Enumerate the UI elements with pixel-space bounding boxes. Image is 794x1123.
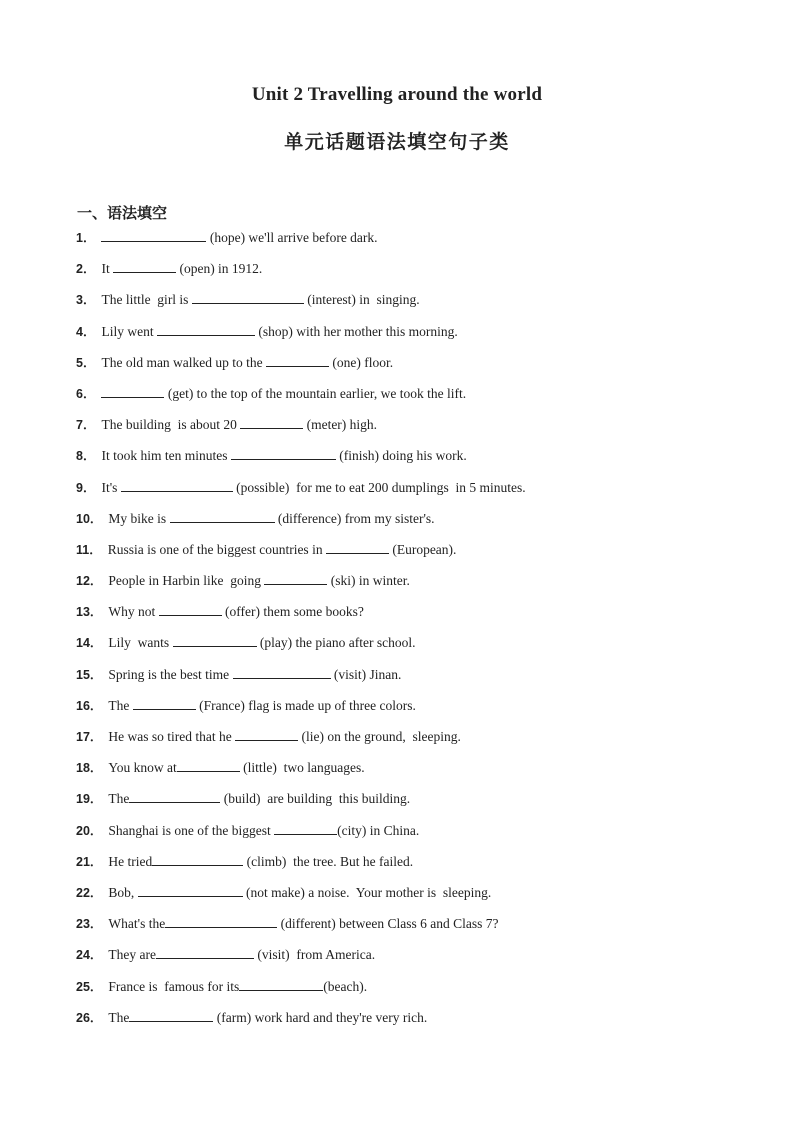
question-number: 24． [76,948,103,963]
question-number: 19． [76,792,103,807]
question-text-after: (open) in 1912. [176,261,263,277]
page-subtitle: 单元话题语法填空句子类 [284,131,510,153]
question-text-before: You know at [108,760,177,776]
question-text-after: (shop) with her mother this morning. [254,323,458,339]
question-text-after: (visit) from America. [254,947,376,963]
question-text-after: (little) two languages. [239,760,365,776]
question-item [76,228,766,259]
answer-blank[interactable] [152,852,243,866]
question-text-before: The little girl is [101,292,192,308]
question-number: 18． [76,761,103,776]
question-item [76,290,766,321]
question-text-after: (lie) on the ground, sleeping. [298,729,461,744]
question-number: 13． [76,605,103,620]
question-text-after: (get) to the top of the mountain earlier, we took the lift. [164,385,467,401]
question-text-after: (city) in China. [337,822,420,838]
answer-blank[interactable] [129,789,220,803]
question-item [76,821,766,852]
question-text-after: (one) floor. [329,354,394,370]
question-text-after: (visit) Jinan. [330,666,402,682]
question-text-after: (meter) high. [303,417,378,433]
question-text-before: They are [108,947,156,963]
question-text-after: (build) are building this building. [220,791,411,807]
question-item [76,696,766,727]
question-number: 21． [76,854,103,869]
question-item [76,322,766,353]
question-text-after: (hope) we'll arrive before dark. [206,230,378,245]
question-number: 5． [76,355,96,370]
question-text-before: The building is about 20 [101,417,241,433]
question-number: 12． [76,574,103,589]
question-item [76,914,766,945]
question-text-after: (European). [388,541,457,557]
question-text-after: (interest) in singing. [303,292,420,308]
question-number: 1． [76,231,96,245]
question-item [76,977,766,1008]
question-text-before: The [108,1009,130,1025]
question-item [76,1008,766,1039]
question-number: 23． [76,917,103,932]
answer-blank[interactable] [239,977,323,991]
question-text-after: (beach). [323,978,368,994]
answer-blank[interactable] [231,446,336,460]
question-number: 6． [76,386,96,401]
question-item [76,852,766,883]
answer-blank[interactable] [264,571,327,585]
question-item [76,758,766,789]
section-heading: 一、语法填空 [77,204,168,222]
question-text-before: He was so tired that he [108,729,236,744]
question-text-after: (different) between Class 6 and Class 7? [277,916,499,932]
question-number: 8． [76,449,96,464]
answer-blank[interactable] [165,914,277,928]
page-title: Unit 2 Travelling around the world [251,84,543,105]
answer-blank[interactable] [173,633,257,647]
question-number: 17． [76,730,103,744]
question-list [76,228,766,1039]
question-text-after: (finish) doing his work. [335,448,467,464]
question-item [76,478,766,509]
answer-blank[interactable] [326,540,389,554]
question-number: 11． [76,542,102,557]
question-number: 15． [76,667,103,682]
question-text-before: It's [101,479,121,495]
answer-blank[interactable] [121,478,233,492]
question-item [76,633,766,664]
question-item [76,384,766,415]
question-text-after: (possible) for me to eat 200 dumplings in 5 minutes. [232,479,526,495]
question-text-before: The [108,791,130,807]
question-text-before: Why not [108,604,159,620]
question-item [76,945,766,976]
question-number: 26． [76,1010,103,1025]
question-item [76,509,766,540]
question-text-after: (farm) work hard and they're very rich. [213,1009,428,1025]
question-item [76,571,766,602]
question-number: 20． [76,823,103,838]
answer-blank[interactable] [157,322,255,336]
question-text-after: (France) flag is made up of three colors. [195,697,416,713]
question-item [76,259,766,290]
question-number: 16． [76,698,103,713]
question-text-before: Russia is one of the biggest countries in [107,541,326,557]
answer-blank[interactable] [233,665,331,679]
question-item [76,883,766,914]
question-number: 22． [76,885,103,900]
answer-blank[interactable] [101,228,206,242]
answer-blank[interactable] [101,384,164,398]
question-number: 2． [76,262,96,277]
question-text-after: (offer) them some books? [221,604,364,620]
answer-blank[interactable] [159,602,222,616]
question-number: 25． [76,979,103,994]
question-number: 14． [76,636,103,651]
question-text-before: What's the [108,916,166,932]
answer-blank[interactable] [133,696,196,710]
question-text-before: It took him ten minutes [101,448,231,464]
question-text-before: The [108,697,133,713]
answer-blank[interactable] [240,415,303,429]
question-item [76,415,766,446]
question-text-before: Lily went [101,323,157,339]
question-text-before: France is famous for its [108,978,240,994]
question-text-before: Bob, [108,884,138,900]
question-item [76,540,766,571]
question-item [76,789,766,820]
question-item [76,353,766,384]
question-text-before: The old man walked up to the [101,354,267,370]
question-text-before: Shanghai is one of the biggest [108,822,275,838]
answer-blank[interactable] [177,758,240,772]
question-text-before: Spring is the best time [108,666,233,682]
answer-blank[interactable] [113,259,176,273]
question-text-after: (not make) a noise. Your mother is sleeping. [242,884,492,900]
answer-blank[interactable] [129,1008,213,1022]
question-number: 3． [76,293,96,308]
question-text-before: Lily wants [108,635,173,651]
answer-blank[interactable] [170,509,275,523]
answer-blank[interactable] [192,290,304,304]
question-text-after: (play) the piano after school. [256,635,416,651]
answer-blank[interactable] [235,727,298,741]
question-text-before: He tried [108,853,153,869]
question-number: 4． [76,324,96,339]
question-item [76,727,766,758]
question-item [76,665,766,696]
question-text-before: My bike is [108,510,170,526]
answer-blank[interactable] [156,945,254,959]
question-number: 7． [76,418,96,433]
question-text-after: (climb) the tree. But he failed. [243,853,414,869]
question-number: 10． [76,511,103,526]
answer-blank[interactable] [138,883,243,897]
question-text-after: (ski) in winter. [327,573,410,589]
question-item [76,446,766,477]
question-text-after: (difference) from my sister's. [274,510,435,526]
question-item [76,602,766,633]
question-number: 9． [76,480,96,495]
answer-blank[interactable] [266,353,329,367]
question-text-before: It [101,261,114,277]
question-text-before: People in Harbin like going [108,573,265,589]
answer-blank[interactable] [274,821,337,835]
